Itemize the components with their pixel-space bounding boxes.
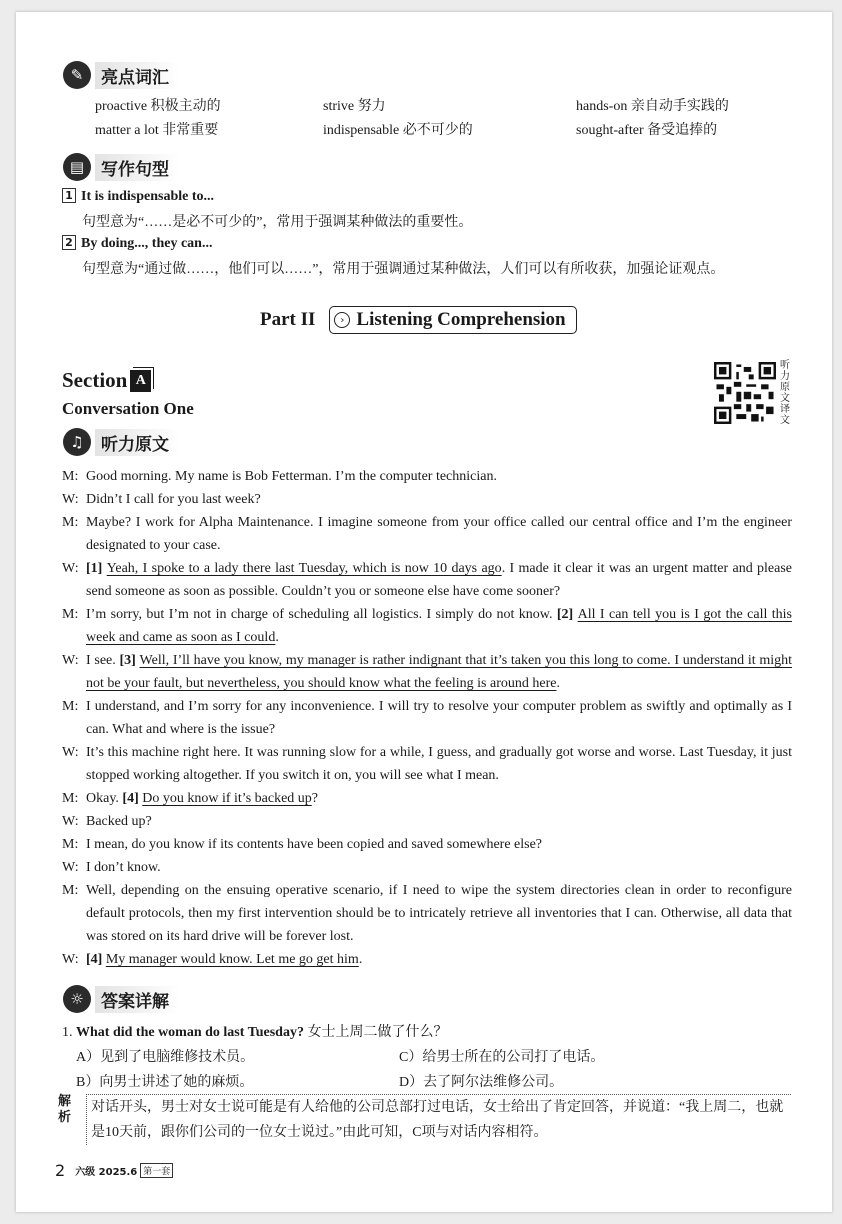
pattern-title-text: By doing..., they can... — [81, 236, 213, 251]
speaker-label: W: — [62, 561, 79, 576]
footer — [55, 1161, 173, 1180]
dialogue-line — [62, 810, 792, 833]
answer-marker: [4] — [122, 791, 143, 806]
pattern-title-text: It is indispensable to... — [81, 189, 215, 204]
dialogue-text — [86, 465, 792, 488]
speaker-label: M: — [62, 837, 79, 852]
option-b: B）向男士讲述了她的麻烦。 — [76, 1075, 254, 1090]
dialogue-segment: I mean, do you know if its contents have been copied and saved somewhere else? — [86, 837, 543, 852]
speaker-label: M: — [62, 699, 79, 714]
pattern-number: 2 — [62, 235, 76, 250]
qr-label: 听力原文译文 — [780, 360, 790, 426]
dialogue-text — [86, 557, 792, 603]
vocab-item: strive 努力 — [323, 99, 386, 114]
speaker-label: M: — [62, 607, 79, 622]
dialogue-segment: . I made it clear it was an urgent matter and please send someone as soon as possible. Couldn’t you or someone else have come sooner? — [86, 561, 792, 599]
key-sentence: My manager would know. Let me go get him — [105, 952, 359, 967]
analysis-label: 解析 — [58, 1094, 72, 1125]
dialogue-text — [86, 787, 792, 810]
page-number: 2 — [55, 1161, 66, 1180]
vocab-item: indispensable 必不可少的 — [323, 123, 473, 138]
dialogue-line — [62, 511, 792, 557]
dialogue-segment: . — [358, 952, 363, 967]
question-zh: 女士上周二做了什么？ — [307, 1025, 448, 1040]
dialogue-segment: I understand, and I’m sorry for any inconvenience. I will try to resolve your computer problem as swiftly and optimally as I can. What and where is the issue? — [86, 699, 792, 737]
qr-code-icon[interactable] — [714, 362, 776, 424]
option-c: C）给男士所在的公司打了电话。 — [399, 1050, 605, 1065]
dialogue-line — [62, 465, 792, 488]
answer-marker: [4] — [86, 952, 106, 967]
dialogue-line — [62, 833, 792, 856]
dialogue-segment: I see. — [86, 653, 120, 668]
pattern-number: 1 — [62, 188, 76, 203]
question-en: What did the woman do last Tuesday? — [76, 1025, 304, 1040]
vocab-item: sought-after 备受追捧的 — [576, 123, 718, 138]
footer-tag: 第一套 — [140, 1163, 173, 1178]
speaker-label: W: — [62, 653, 79, 668]
part-header — [260, 306, 577, 334]
option-a: A）见到了电脑维修技术员。 — [76, 1050, 255, 1065]
dialogue-line — [62, 695, 792, 741]
dialogue-line — [62, 649, 792, 695]
dialogue-segment: It’s this machine right here. It was running slow for a while, I guess, and gradually got worse and worse. Last Tuesday, it just stopped working altogether. If you switch it on, you will see what I mean. — [86, 745, 792, 783]
dialogue-segment: Well, depending on the ensuing operative scenario, if I need to wipe the system directories clean in order to reconfigure default protocols, then my first intervention should be to intricately retrieve all inventories that I can. Otherwise, all data that was stored on its hard drive will be forever lost. — [86, 883, 792, 944]
dialogue-text — [86, 856, 792, 879]
dialogue-text — [86, 833, 792, 856]
dialogue-segment: Good morning. My name is Bob Fetterman. I’m the computer technician. — [86, 469, 497, 484]
dialogue-segment: Okay. — [86, 791, 123, 806]
dialogue-segment: ? — [311, 791, 318, 806]
vocab-heading — [63, 60, 179, 90]
dialogue-text — [86, 649, 792, 695]
footer-text: 六级 2025.6 — [75, 1167, 138, 1178]
section-header — [62, 368, 151, 393]
answers-heading — [63, 984, 179, 1014]
part-title-box — [329, 306, 576, 334]
section-label: Section — [62, 368, 128, 392]
speaker-label: M: — [62, 469, 79, 484]
patterns-heading — [63, 152, 179, 182]
dialogue-text — [86, 603, 792, 649]
speaker-label: M: — [62, 883, 79, 898]
pattern-desc: 句型意为“……是必不可少的”，常用于强调某种做法的重要性。 — [82, 215, 473, 230]
vocab-item: matter a lot 非常重要 — [95, 123, 219, 138]
speaker-label: W: — [62, 745, 79, 760]
dialogue-line — [62, 557, 792, 603]
answer-marker: [2] — [556, 607, 578, 622]
speaker-label: M: — [62, 791, 79, 806]
dialogue-segment: I don’t know. — [86, 860, 161, 875]
speaker-label: W: — [62, 492, 79, 507]
answers-heading-text: 答案详解 — [95, 986, 179, 1013]
question — [62, 1021, 447, 1041]
key-sentence: All I can tell you is I got the call this week and came as soon as I could — [86, 607, 792, 645]
pattern-title — [62, 188, 214, 205]
part-title: Listening Comprehension — [356, 309, 566, 330]
analysis-text: 对话开头，男士对女士说可能是有人给他的公司总部打过电话，女士给出了肯定回答，并说道：“我上周二，也就是10天前，跟你们公司的一位女士说过。”由此可知，C项与对话内容相符。 — [86, 1094, 791, 1145]
transcript-heading-text: 听力原文 — [95, 429, 179, 456]
vocab-heading-text: 亮点词汇 — [95, 62, 179, 89]
dialogue-line — [62, 741, 792, 787]
dialogue-line — [62, 488, 792, 511]
pattern-desc: 句型意为“通过做……，他们可以……”，常用于强调通过某种做法，人们可以有所收获，加强论证观点。 — [82, 262, 725, 277]
vocab-item: proactive 积极主动的 — [95, 99, 221, 114]
speaker-label: W: — [62, 952, 79, 967]
dialogue-text — [86, 695, 792, 741]
dialogue-text — [86, 741, 792, 787]
arrow-right-icon: › — [334, 312, 350, 328]
vocab-item: hands-on 亲自动手实践的 — [576, 99, 729, 114]
dialogue-text — [86, 488, 792, 511]
book-icon: ▤ — [63, 153, 91, 181]
key-sentence: Yeah, I spoke to a lady there last Tuesday, which is now 10 days ago — [106, 561, 502, 576]
dialogue-line — [62, 603, 792, 649]
speaker-label: W: — [62, 814, 79, 829]
question-number: 1. — [62, 1025, 73, 1040]
answer-marker: [1] — [86, 561, 107, 576]
key-sentence: Well, I’ll have you know, my manager is rather indignant that it’s taken you this long to come. I understand it might not be your fault, but nevertheless, you should know what the feeling is around here — [86, 653, 792, 691]
dialogue-segment: Didn’t I call for you last week? — [86, 492, 261, 507]
dialogue-segment: Backed up? — [86, 814, 152, 829]
speaker-label: W: — [62, 860, 79, 875]
dialogue-text — [86, 511, 792, 557]
dialogue-line — [62, 856, 792, 879]
part-label: Part II — [260, 309, 316, 330]
dialogue-segment: I’m sorry, but I’m not in charge of scheduling all logistics. I simply do not know. — [86, 607, 557, 622]
conversation-title: Conversation One — [62, 399, 194, 418]
dialogue-text — [86, 879, 792, 948]
lightbulb-icon: ☼ — [63, 985, 91, 1013]
dialogue-line — [62, 787, 792, 810]
document-icon: ✎ — [63, 61, 91, 89]
dialogue-segment: Maybe? I work for Alpha Maintenance. I imagine someone from your office called our central office and I’m the engineer designated to your case. — [86, 515, 792, 553]
dialogue-segment: . — [556, 676, 560, 691]
dialogue-segment: . — [275, 630, 279, 645]
dialogue-line — [62, 879, 792, 948]
answer-marker: [3] — [119, 653, 140, 668]
dialogue-line — [62, 948, 792, 971]
pattern-title — [62, 235, 212, 252]
dialogue-text — [86, 810, 792, 833]
key-sentence: Do you know if it’s backed up — [142, 791, 312, 806]
headphones-icon: ♫ — [63, 428, 91, 456]
transcript-heading — [63, 427, 179, 457]
dialogue-text — [86, 948, 792, 971]
speaker-label: M: — [62, 515, 79, 530]
option-d: D）去了阿尔法维修公司。 — [399, 1075, 564, 1090]
section-letter: A — [130, 370, 151, 392]
patterns-heading-text: 写作句型 — [95, 154, 179, 181]
